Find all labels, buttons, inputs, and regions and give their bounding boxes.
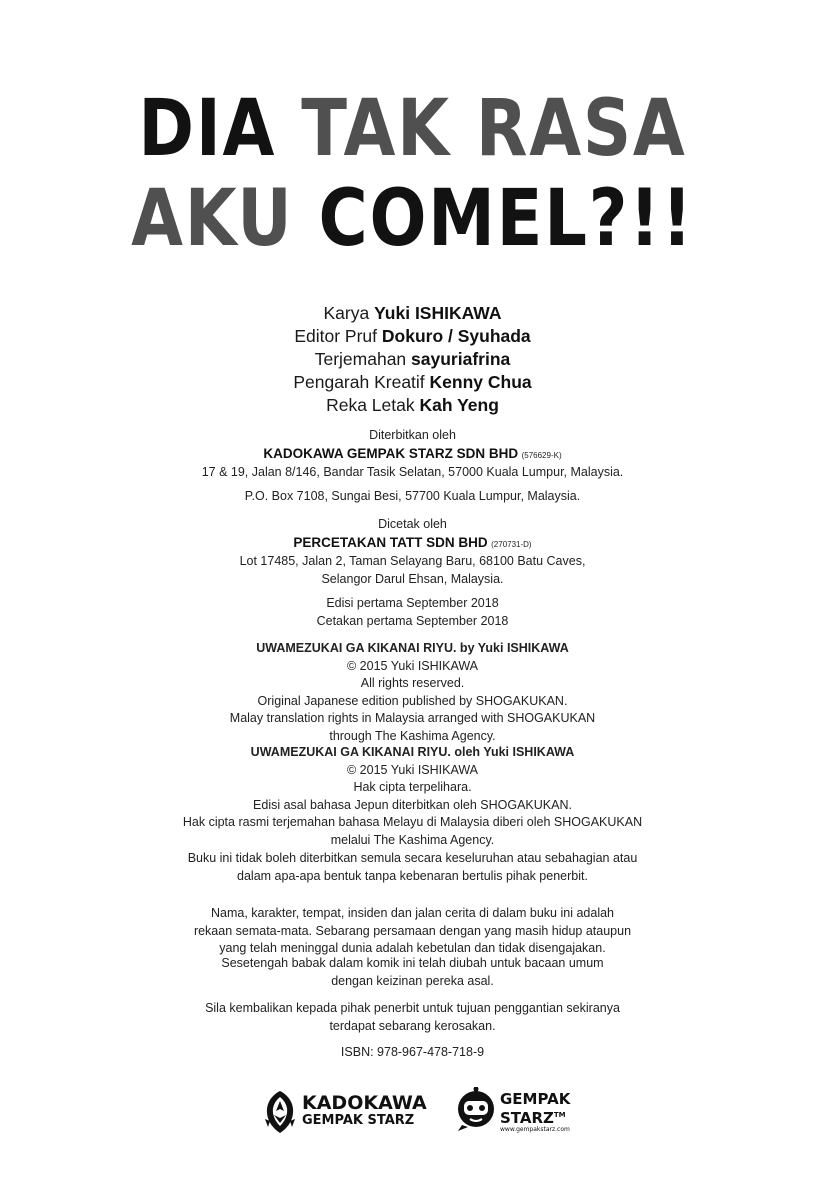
kadokawa-logo-line-2: GEMPAK STARZ <box>302 1113 415 1128</box>
printer-address-1: Lot 17485, Jalan 2, Taman Selayang Baru, 68100 Batu Caves, <box>239 554 586 568</box>
copyright-malay-block <box>0 744 825 849</box>
notice-edited-scenes: Sesetengah babak dalam komik ini telah diubah untuk bacaan umum dengan keizinan pereka asal. <box>221 956 604 988</box>
kadokawa-logo-line-1: KADOKAWA <box>302 1092 427 1114</box>
publisher-name: KADOKAWA GEMPAK STARZ SDN BHD <box>263 445 519 461</box>
copyright-ms-line-4: Hak cipta rasmi terjemahan bahasa Melayu di Malaysia diberi oleh SHOGAKUKAN <box>182 815 643 829</box>
printer-address-2: Selangor Darul Ehsan, Malaysia. <box>321 571 504 586</box>
gempak-logo-url: www.gempakstarz.com <box>500 1126 570 1133</box>
title-line-1 <box>58 84 768 174</box>
copyright-en-line-4: Malay translation rights in Malaysia arranged with SHOGAKUKAN <box>229 711 596 725</box>
title-word-comel: COMEL?!! <box>318 174 694 264</box>
credit-author: Karya Yuki ISHIKAWA <box>323 303 502 323</box>
copyright-ms-line-5: melalui The Kashima Agency. <box>330 832 495 847</box>
copyright-en-line-1: © 2015 Yuki ISHIKAWA <box>346 658 479 673</box>
credit-creative-director: Pengarah Kreatif Kenny Chua <box>293 372 532 392</box>
credit-editor: Editor Pruf Dokuro / Syuhada <box>294 326 531 346</box>
phoenix-emblem-icon <box>262 1089 298 1135</box>
edition-block <box>0 595 825 630</box>
title-word-dia: DIA <box>138 84 277 174</box>
publisher-reg: (576629-K) <box>521 450 562 460</box>
gempak-logo-line-1: GEMPAK <box>500 1090 571 1108</box>
printer-intro: Dicetak oleh <box>378 517 447 531</box>
copyright-ms-line-2: Hak cipta terpelihara. <box>353 780 472 794</box>
publisher-address-2: P.O. Box 7108, Sungai Besi, 57700 Kuala Lumpur, Malaysia. <box>244 488 581 503</box>
isbn: ISBN: 978-967-478-718-9 <box>340 1045 485 1059</box>
publisher-block <box>0 427 825 505</box>
notice-replacement: Sila kembalikan kepada pihak penerbit untuk tujuan penggantian sekiranya terdapat sebarang kerosakan. <box>205 1001 620 1033</box>
credit-translator: Terjemahan sayuriafrina <box>314 349 511 369</box>
copyright-ms-line-1: © 2015 Yuki ISHIKAWA <box>346 762 479 777</box>
notice-fiction: Nama, karakter, tempat, insiden dan jalan cerita di dalam buku ini adalah rekaan semata-mata. Sebarang persamaan dengan yang masih hidup ataupun yang telah meninggal dunia adalah kebetulan dan tidak disengajakan. <box>193 906 632 955</box>
credits-block <box>0 302 825 417</box>
edition-first: Edisi pertama September 2018 <box>326 596 499 610</box>
copyright-english-block <box>0 640 825 745</box>
copyright-en-title: UWAMEZUKAI GA KIKANAI RIYU. by Yuki ISHIKAWA <box>256 641 569 655</box>
printer-reg: (270731-D) <box>491 539 532 549</box>
copyright-en-line-5: through The Kashima Agency. <box>329 728 496 743</box>
printer-name: PERCETAKAN TATT SDN BHD <box>293 534 488 550</box>
edition-first-print: Cetakan pertama September 2018 <box>316 613 509 628</box>
copyright-ms-title: UWAMEZUKAI GA KIKANAI RIYU. oleh Yuki ISHIKAWA <box>250 745 575 759</box>
title-words-tak-rasa: TAK RASA <box>301 84 687 174</box>
gempak-logo-line-2: STARZ <box>500 1109 554 1127</box>
publisher-address-1: 17 & 19, Jalan 8/146, Bandar Tasik Selatan, 57000 Kuala Lumpur, Malaysia. <box>201 465 624 479</box>
publisher-intro: Diterbitkan oleh <box>369 428 456 442</box>
printer-block <box>0 516 825 588</box>
publisher-logos <box>0 1083 825 1143</box>
copyright-ms-line-3: Edisi asal bahasa Jepun diterbitkan oleh SHOGAKUKAN. <box>253 797 572 812</box>
copyright-en-line-3: Original Japanese edition published by SHOGAKUKAN. <box>257 693 568 708</box>
credit-layout: Reka Letak Kah Yeng <box>326 395 499 415</box>
robot-mascot-icon <box>456 1087 496 1131</box>
title-line-2 <box>58 174 768 264</box>
title-word-aku: AKU <box>131 174 294 264</box>
gempak-logo-tm: TM <box>553 1111 566 1119</box>
copyright-en-line-2: All rights reserved. <box>360 676 465 690</box>
notice-reproduction: Buku ini tidak boleh diterbitkan semula secara keseluruhan atau sebahagian atau dalam apa-apa bentuk tanpa kebenaran bertulis pihak penerbit. <box>187 851 638 883</box>
